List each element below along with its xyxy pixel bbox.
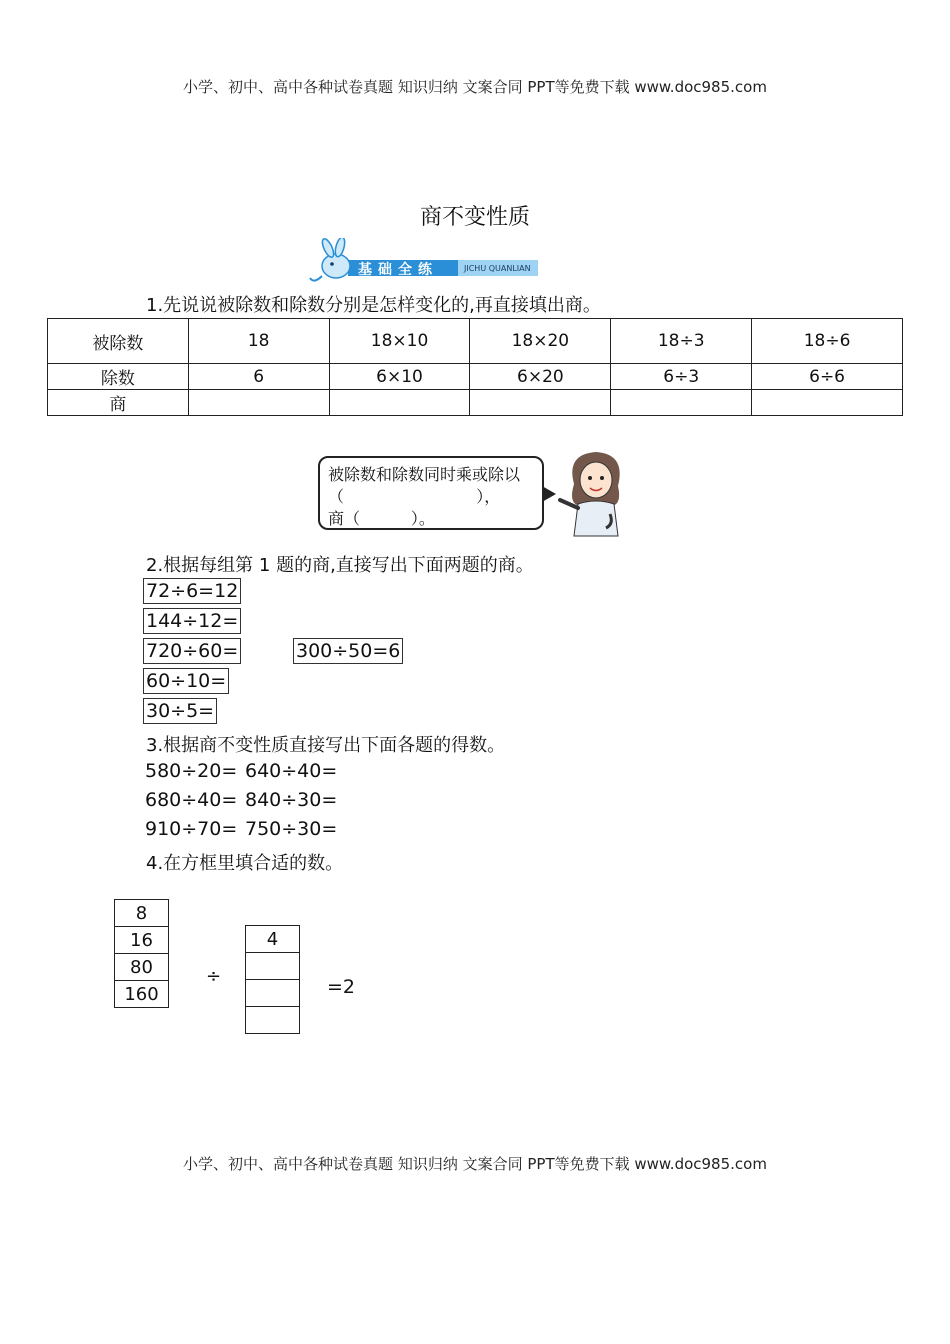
table-cell: 除数 — [48, 364, 189, 390]
table-cell: 18×10 — [329, 319, 470, 364]
hint-line-3[interactable]: 商（ ）。 — [328, 509, 435, 528]
quotient-table — [47, 318, 903, 416]
calc-box[interactable]: 144÷12= — [143, 608, 241, 634]
question-3-text: 3.根据商不变性质直接写出下面各题的得数。 — [146, 735, 506, 756]
calc-item[interactable]: 910÷70= — [145, 818, 238, 840]
table-row — [48, 390, 903, 416]
answer-cell[interactable] — [188, 390, 329, 416]
calc-box[interactable]: 30÷5= — [143, 698, 217, 724]
divisor-box[interactable] — [245, 1006, 300, 1034]
hint-bubble — [318, 456, 544, 530]
question-2-text: 2.根据每组第 1 题的商,直接写出下面两题的商。 — [146, 555, 534, 576]
table-row — [48, 364, 903, 390]
table-cell: 6×20 — [470, 364, 611, 390]
question-1-text: 1.先说说被除数和除数分别是怎样变化的,再直接填出商。 — [146, 295, 601, 316]
table-cell: 6 — [188, 364, 329, 390]
calc-box: 300÷50=6 — [293, 638, 403, 664]
dividend-box: 16 — [114, 926, 169, 954]
calc-box[interactable]: 720÷60= — [143, 638, 241, 664]
hint-line-1: 被除数和除数同时乘或除以 — [328, 465, 521, 484]
table-cell: 被除数 — [48, 319, 189, 364]
calc-item[interactable]: 680÷40= — [145, 789, 238, 811]
calc-box[interactable]: 60÷10= — [143, 668, 229, 694]
table-cell: 18÷6 — [752, 319, 903, 364]
dividend-box: 160 — [114, 980, 169, 1008]
calc-item[interactable]: 840÷30= — [245, 789, 338, 811]
bubble-tail — [542, 486, 556, 502]
calc-item[interactable]: 640÷40= — [245, 760, 338, 782]
header-banner-text: 小学、初中、高中各种试卷真题 知识归纳 文案合同 PPT等免费下载 www.doc985.com — [183, 78, 767, 96]
table-row — [48, 319, 903, 364]
table-cell: 18 — [188, 319, 329, 364]
divisor-box[interactable] — [245, 952, 300, 980]
banner-subtitle: JICHU QUANLIAN — [464, 264, 531, 273]
calc-box: 72÷6=12 — [143, 578, 241, 604]
dividend-box: 80 — [114, 953, 169, 981]
section-banner — [308, 238, 540, 288]
division-operator: ÷ — [206, 966, 222, 987]
divisor-box[interactable] — [245, 979, 300, 1007]
answer-cell[interactable] — [611, 390, 752, 416]
hint-line-2[interactable]: （ ）， — [328, 487, 501, 506]
answer-cell[interactable] — [470, 390, 611, 416]
divisor-box: 4 — [245, 925, 300, 953]
result-text: =2 — [327, 976, 356, 998]
calc-item[interactable]: 750÷30= — [245, 818, 338, 840]
table-cell: 6×10 — [329, 364, 470, 390]
girl-character-icon — [556, 444, 636, 540]
dividend-box: 8 — [114, 899, 169, 927]
answer-cell[interactable] — [752, 390, 903, 416]
question-4-text: 4.在方框里填合适的数。 — [146, 853, 344, 874]
table-cell: 6÷3 — [611, 364, 752, 390]
divisor-column — [245, 926, 300, 1034]
page-title: 商不变性质 — [419, 205, 530, 230]
dividend-column — [114, 900, 169, 1008]
table-cell: 6÷6 — [752, 364, 903, 390]
footer-banner-text: 小学、初中、高中各种试卷真题 知识归纳 文案合同 PPT等免费下载 www.doc985.com — [183, 1155, 767, 1173]
table-cell: 18×20 — [470, 319, 611, 364]
answer-cell[interactable] — [329, 390, 470, 416]
banner-label: 基础全练 — [358, 262, 438, 278]
table-cell: 商 — [48, 390, 189, 416]
calc-item[interactable]: 580÷20= — [145, 760, 238, 782]
table-cell: 18÷3 — [611, 319, 752, 364]
